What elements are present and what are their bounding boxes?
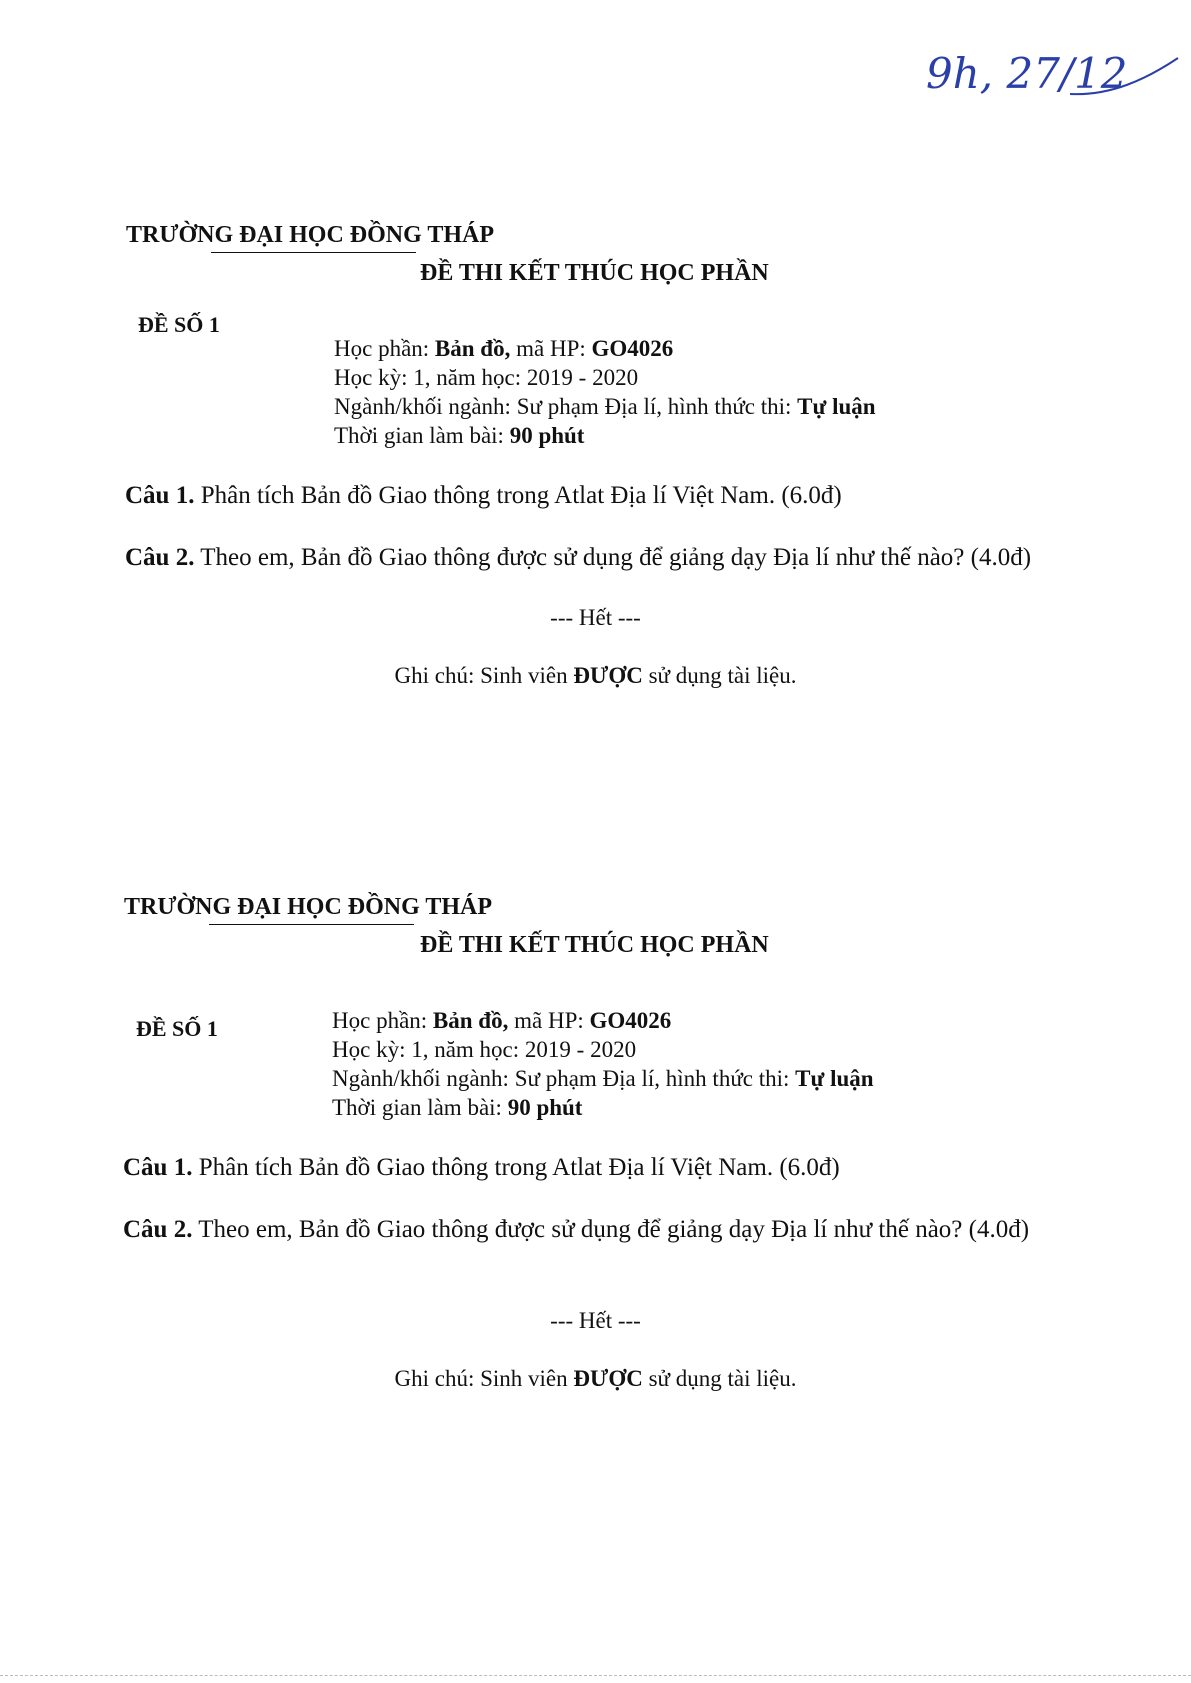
- semester-line: Học kỳ: 1, năm học: 2019 - 2020: [332, 1037, 637, 1062]
- school-underline: [211, 252, 416, 253]
- course-label: Học phần:: [332, 1008, 433, 1033]
- exam-block-1: [0, 222, 1191, 702]
- note: [0, 1366, 1191, 1392]
- note-prefix: Ghi chú: Sinh viên: [394, 1366, 574, 1391]
- question-2: [123, 1216, 1029, 1244]
- question-2-label: Câu 2.: [125, 544, 195, 571]
- course-label: Học phần:: [334, 336, 435, 361]
- major-line: [334, 392, 876, 421]
- question-2-text: Theo em, Bản đồ Giao thông được sử dụng để giảng dạy Địa lí như thế nào? (4.0đ): [192, 1216, 1030, 1243]
- course-line: [334, 334, 876, 363]
- question-1: [123, 1154, 840, 1182]
- course-code: GO4026: [591, 336, 674, 361]
- note: [0, 663, 1191, 689]
- course-code: GO4026: [589, 1008, 672, 1033]
- question-1: [125, 482, 842, 510]
- question-1-text: Phân tích Bản đồ Giao thông trong Atlat Địa lí Việt Nam. (6.0đ): [194, 482, 842, 509]
- question-1-label: Câu 1.: [125, 482, 195, 509]
- course-info: [332, 1006, 874, 1122]
- time-value: 90 phút: [507, 1095, 583, 1120]
- course-line: [332, 1006, 874, 1035]
- course-info: [334, 334, 876, 450]
- handwritten-note-drawing: [920, 30, 1180, 120]
- exam-form: Tự luận: [797, 394, 876, 419]
- school-name: TRƯỜNG ĐẠI HỌC ĐỒNG THÁP: [124, 894, 493, 920]
- question-2: [125, 544, 1031, 572]
- exam-block-2: [0, 894, 1191, 1391]
- note-prefix: Ghi chú: Sinh viên: [394, 663, 574, 688]
- handwritten-note-text: 9h, 27/12: [926, 49, 1128, 98]
- major-line: [332, 1064, 874, 1093]
- question-2-text: Theo em, Bản đồ Giao thông được sử dụng để giảng dạy Địa lí như thế nào? (4.0đ): [194, 544, 1032, 571]
- semester-line: Học kỳ: 1, năm học: 2019 - 2020: [334, 365, 639, 390]
- note-suffix: sử dụng tài liệu.: [642, 663, 797, 688]
- end-mark: --- Hết ---: [550, 1308, 641, 1333]
- scan-edge-line: [0, 1675, 1191, 1676]
- end-mark: --- Hết ---: [550, 605, 641, 630]
- exam-form: Tự luận: [795, 1066, 874, 1091]
- exam-code: ĐỀ SỐ 1: [136, 1016, 218, 1041]
- note-bold: ĐƯỢC: [573, 663, 643, 688]
- question-1-label: Câu 1.: [123, 1154, 193, 1181]
- school-name: TRƯỜNG ĐẠI HỌC ĐỒNG THÁP: [126, 222, 495, 248]
- time-line: [334, 421, 876, 450]
- handwritten-note: [920, 30, 1180, 120]
- course-name: Bản đồ,: [434, 336, 511, 361]
- time-line: [332, 1093, 874, 1122]
- time-value: 90 phút: [509, 423, 585, 448]
- major-label: Ngành/khối ngành: Sư phạm Địa lí, hình thức thi:: [334, 394, 798, 419]
- question-2-label: Câu 2.: [123, 1216, 193, 1243]
- school-underline: [209, 924, 414, 925]
- time-label: Thời gian làm bài:: [334, 423, 510, 448]
- exam-title: ĐỀ THI KẾT THÚC HỌC PHẦN: [420, 932, 769, 958]
- exam-title: ĐỀ THI KẾT THÚC HỌC PHẦN: [420, 260, 769, 286]
- course-code-label: mã HP:: [510, 336, 592, 361]
- course-name: Bản đồ,: [432, 1008, 509, 1033]
- time-label: Thời gian làm bài:: [332, 1095, 508, 1120]
- question-1-text: Phân tích Bản đồ Giao thông trong Atlat Địa lí Việt Nam. (6.0đ): [192, 1154, 840, 1181]
- major-label: Ngành/khối ngành: Sư phạm Địa lí, hình thức thi:: [332, 1066, 796, 1091]
- note-suffix: sử dụng tài liệu.: [642, 1366, 797, 1391]
- note-bold: ĐƯỢC: [573, 1366, 643, 1391]
- course-code-label: mã HP:: [508, 1008, 590, 1033]
- exam-code: ĐỀ SỐ 1: [138, 312, 220, 337]
